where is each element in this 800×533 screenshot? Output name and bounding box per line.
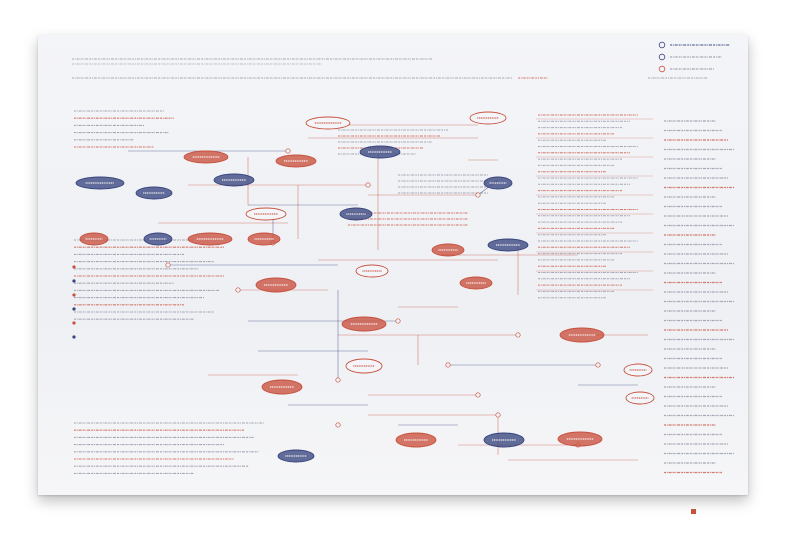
junction-dot (166, 263, 170, 267)
node-16 (256, 278, 296, 292)
legend-icon (659, 42, 665, 48)
flow-diagram (38, 35, 748, 495)
node-13 (248, 233, 280, 245)
text-lines (72, 45, 734, 473)
node-4 (184, 151, 228, 163)
node-17 (356, 265, 388, 277)
node-25 (346, 359, 382, 373)
diagram-nodes (76, 112, 654, 462)
node-23 (262, 380, 302, 394)
node-9 (246, 208, 286, 220)
node-19 (432, 244, 464, 256)
junction-dot (446, 363, 450, 367)
node-8 (136, 187, 172, 199)
junction-dot (336, 378, 340, 382)
node-6 (76, 177, 124, 189)
brand-mark-icon (691, 509, 696, 514)
node-20 (460, 277, 492, 289)
node-11 (188, 233, 232, 245)
node-12 (144, 233, 172, 245)
bullet-icon (72, 265, 75, 268)
node-29 (624, 364, 652, 376)
node-26 (484, 433, 524, 447)
junction-dot (476, 393, 480, 397)
junction-dot (476, 193, 480, 197)
node-18 (488, 239, 528, 251)
node-5 (276, 155, 316, 167)
node-14 (80, 233, 108, 245)
junction-dot (516, 333, 520, 337)
legend-icon (659, 54, 665, 60)
node-3 (360, 146, 400, 158)
legend-icon (659, 66, 665, 72)
bullet-icon (72, 293, 75, 296)
junction-dot (596, 363, 600, 367)
infographic-poster (38, 35, 748, 495)
node-24 (396, 433, 436, 447)
node-15 (484, 177, 512, 189)
junction-dot (396, 319, 400, 323)
node-27 (558, 432, 602, 446)
junction-dot (286, 149, 290, 153)
junction-dot (336, 423, 340, 427)
connectors (128, 119, 653, 460)
bullet-icon (72, 307, 75, 310)
node-2 (470, 112, 506, 124)
bullet-icon (72, 321, 75, 324)
node-7 (214, 174, 254, 186)
junction-dot (236, 288, 240, 292)
node-21 (342, 317, 386, 331)
node-22 (560, 328, 604, 342)
node-28 (278, 450, 314, 462)
node-1 (306, 117, 350, 129)
node-30 (626, 392, 654, 404)
junction-dot (496, 413, 500, 417)
node-10 (340, 208, 372, 220)
footer-stamp (691, 509, 698, 514)
bullet-icon (72, 279, 75, 282)
bullet-icon (72, 335, 75, 338)
junction-dot (366, 183, 370, 187)
